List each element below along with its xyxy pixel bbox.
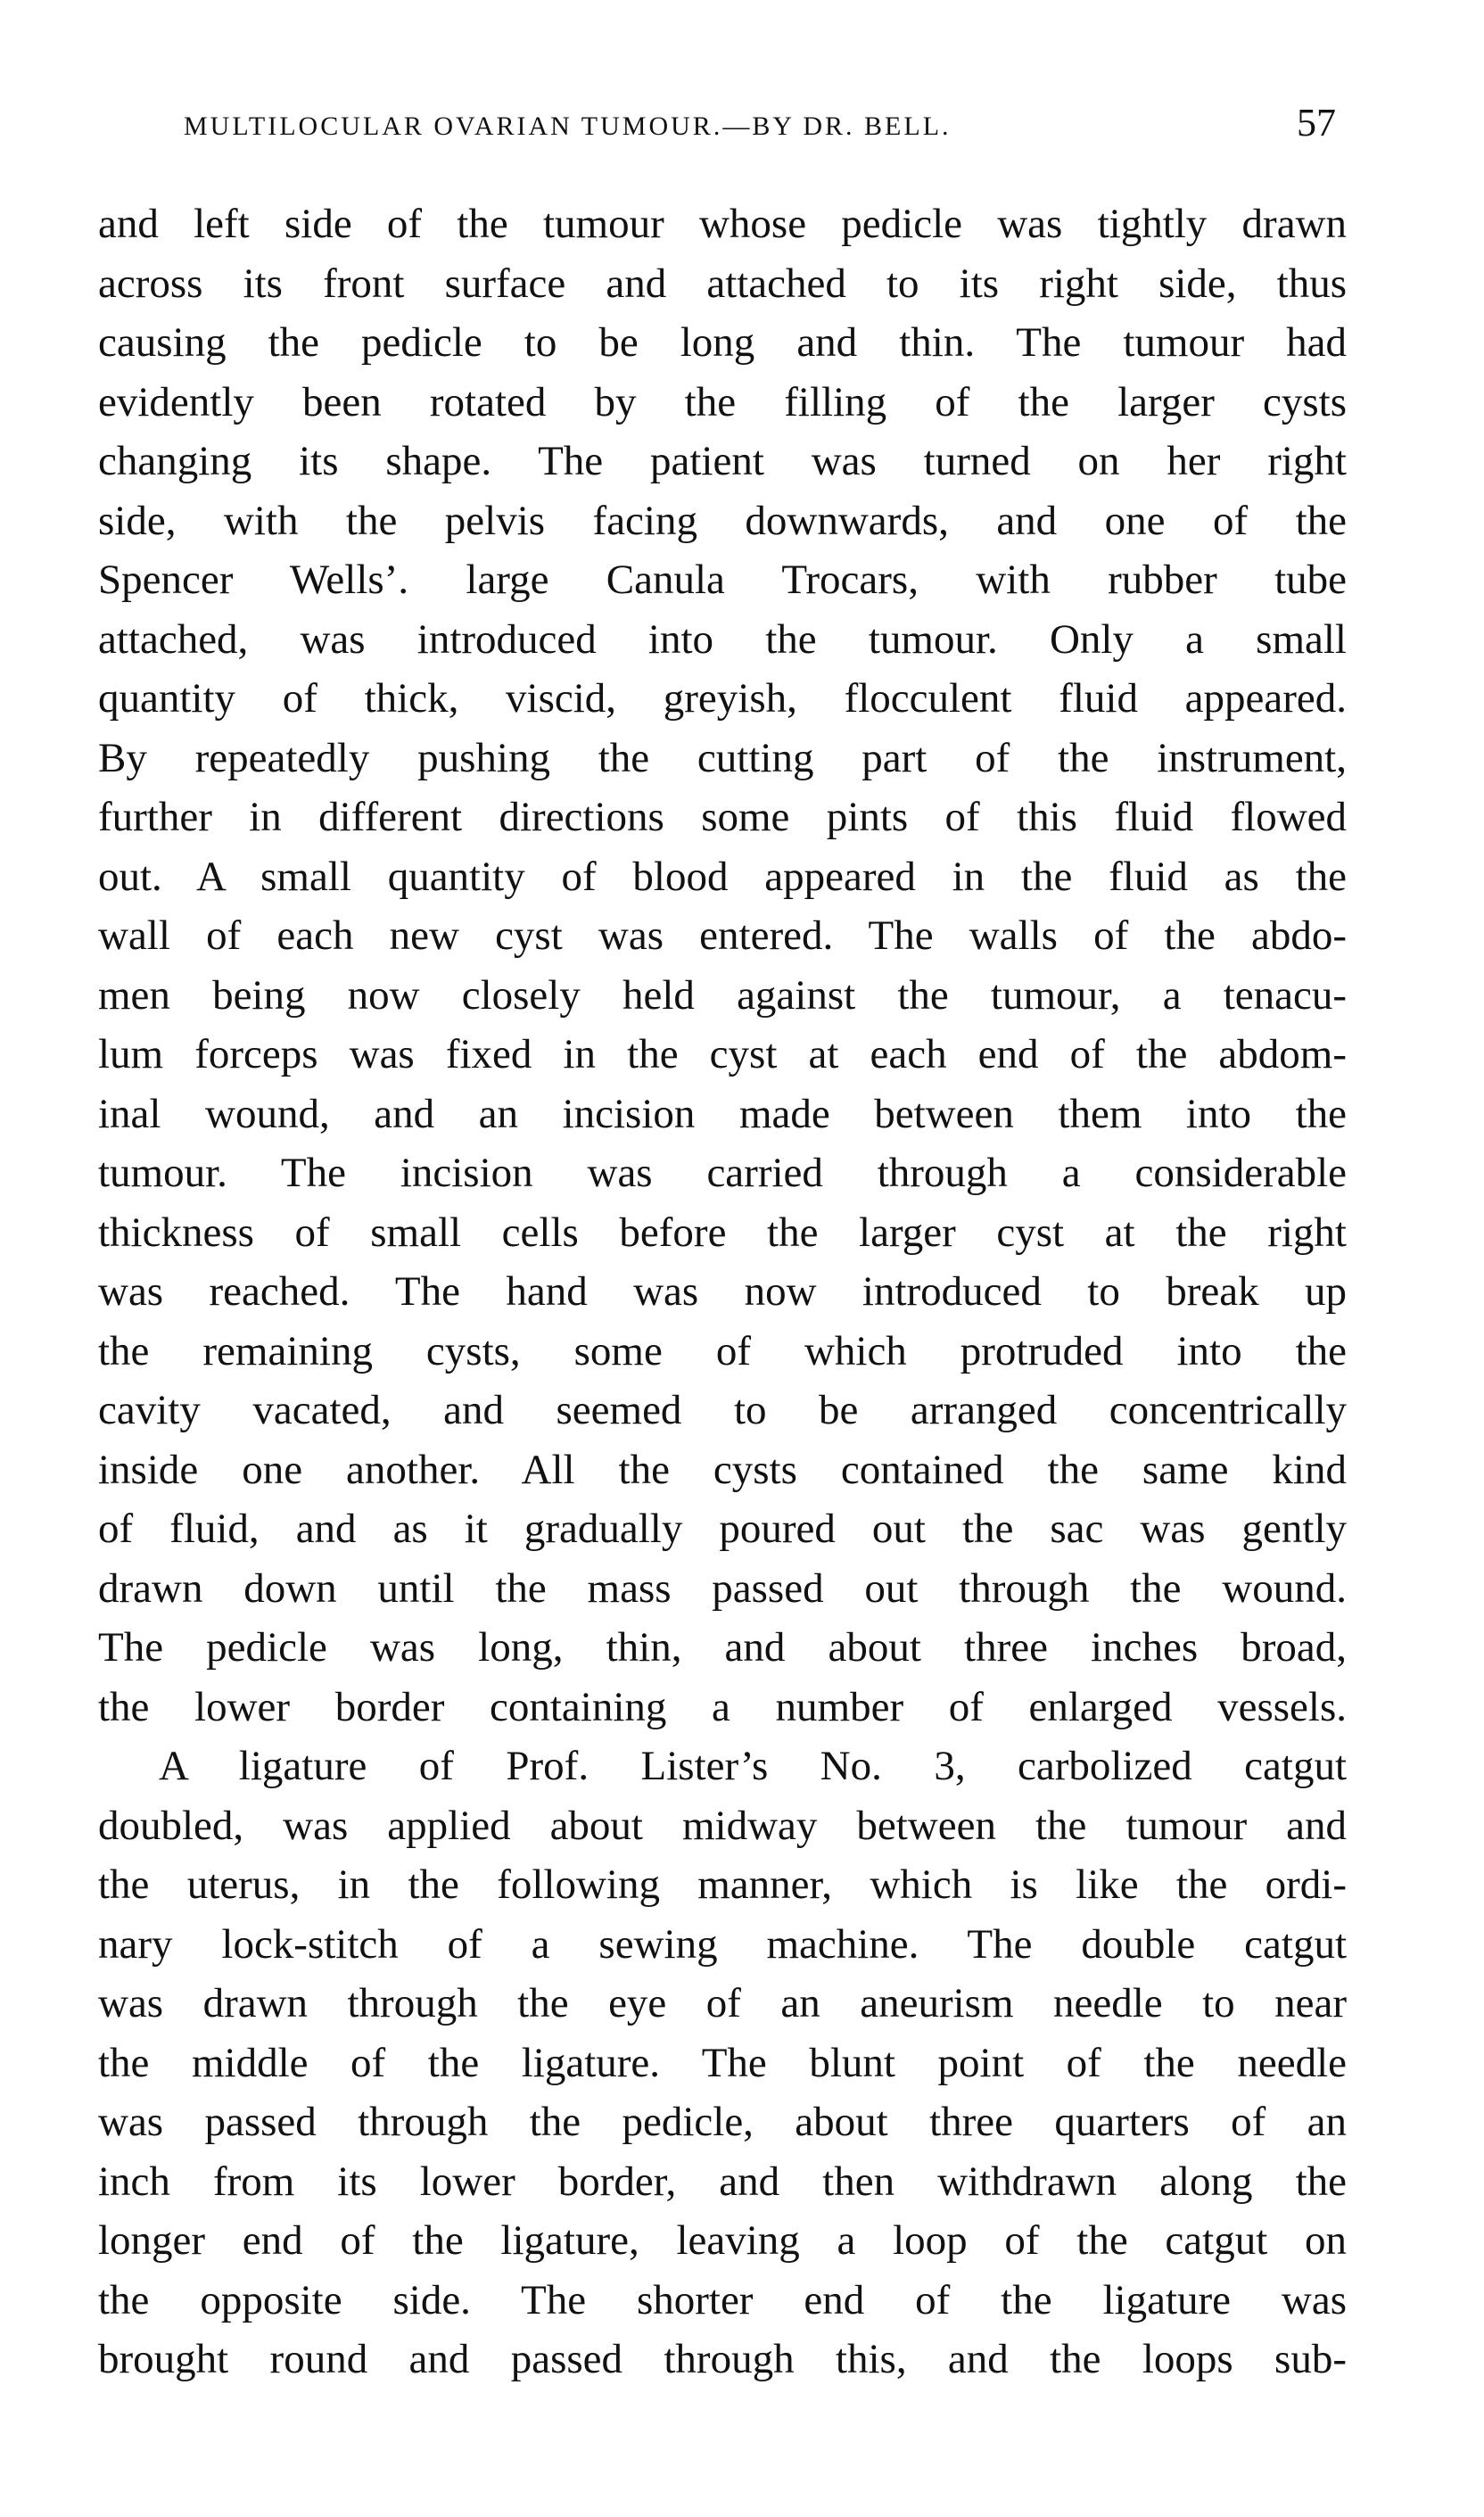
text-line: wall of each new cyst was entered. The walls of the abdo- [98, 912, 1347, 959]
text-line: and left side of the tumour whose pedicle was tightly drawn [98, 201, 1347, 247]
text-line: further in different directions some pints of this fluid flowed [98, 794, 1347, 840]
text-line: across its front surface and attached to its right side, thus [98, 260, 1347, 307]
text-line: the uterus, in the following manner, which is like the ordi- [98, 1861, 1347, 1908]
text-line: tumour. The incision was carried through a considerable [98, 1150, 1347, 1196]
text-line: inside one another. All the cysts contained the same kind [98, 1446, 1347, 1493]
text-line: The pedicle was long, thin, and about three inches broad, [98, 1624, 1347, 1671]
text-line: was reached. The hand was now introduced to break up [98, 1268, 1347, 1315]
text-line: By repeatedly pushing the cutting part of the instrument, [98, 734, 1347, 781]
text-line: side, with the pelvis facing downwards, and one of the [98, 497, 1347, 544]
text-line: attached, was introduced into the tumour. Only a small [98, 615, 1347, 663]
page-number: 57 [1297, 101, 1336, 144]
text-line: nary lock-stitch of a sewing machine. The double catgut [98, 1920, 1347, 1968]
text-line: brought round and passed through this, and the loops sub- [98, 2336, 1347, 2382]
text-line: thickness of small cells before the larger cyst at the right [98, 1209, 1347, 1256]
text-line: the lower border containing a number of enlarged vessels. [98, 1683, 1347, 1730]
text-line: drawn down until the mass passed out through the wound. [98, 1564, 1347, 1612]
running-head [0, 100, 1484, 153]
text-line: doubled, was applied about midway between the tumour and [98, 1802, 1347, 1849]
running-title: MULTILOCULAR OVARIAN TUMOUR.—BY DR. BELL. [184, 111, 952, 141]
text-line: men being now closely held against the tumour, a tenacu- [98, 971, 1347, 1019]
body-text [98, 194, 1347, 2389]
text-line: cavity vacated, and seemed to be arranged concentrically [98, 1387, 1347, 1433]
text-line: the remaining cysts, some of which protruded into the [98, 1327, 1347, 1374]
text-line: was passed through the pedicle, about three quarters of an [98, 2099, 1347, 2145]
text-line: was drawn through the eye of an aneurism needle to near [98, 1980, 1347, 2026]
text-line: inal wound, and an incision made between them into the [98, 1090, 1347, 1137]
text-line: Spencer Wells’. large Canula Trocars, with rubber tube [98, 557, 1347, 603]
text-line: quantity of thick, viscid, greyish, flocculent fluid appeared. [98, 675, 1347, 722]
text-line: evidently been rotated by the filling of the larger cysts [98, 378, 1347, 425]
text-line: lum forceps was fixed in the cyst at each end of the abdom- [98, 1031, 1347, 1077]
text-line: out. A small quantity of blood appeared in the fluid as the [98, 853, 1347, 900]
text-line: longer end of the ligature, leaving a loop of the catgut on [98, 2217, 1347, 2264]
text-line: the opposite side. The shorter end of the ligature was [98, 2276, 1347, 2323]
text-line: inch from its lower border, and then withdrawn along the [98, 2158, 1347, 2205]
text-line: the middle of the ligature. The blunt point of the needle [98, 2039, 1347, 2086]
paragraph-start-line: A ligature of Prof. Lister’s No. 3, carbolized catgut [159, 1743, 1347, 1789]
text-line: of fluid, and as it gradually poured out the sac was gently [98, 1506, 1347, 1552]
text-line: changing its shape. The patient was turned on her right [98, 438, 1347, 484]
text-line: causing the pedicle to be long and thin. The tumour had [98, 319, 1347, 366]
